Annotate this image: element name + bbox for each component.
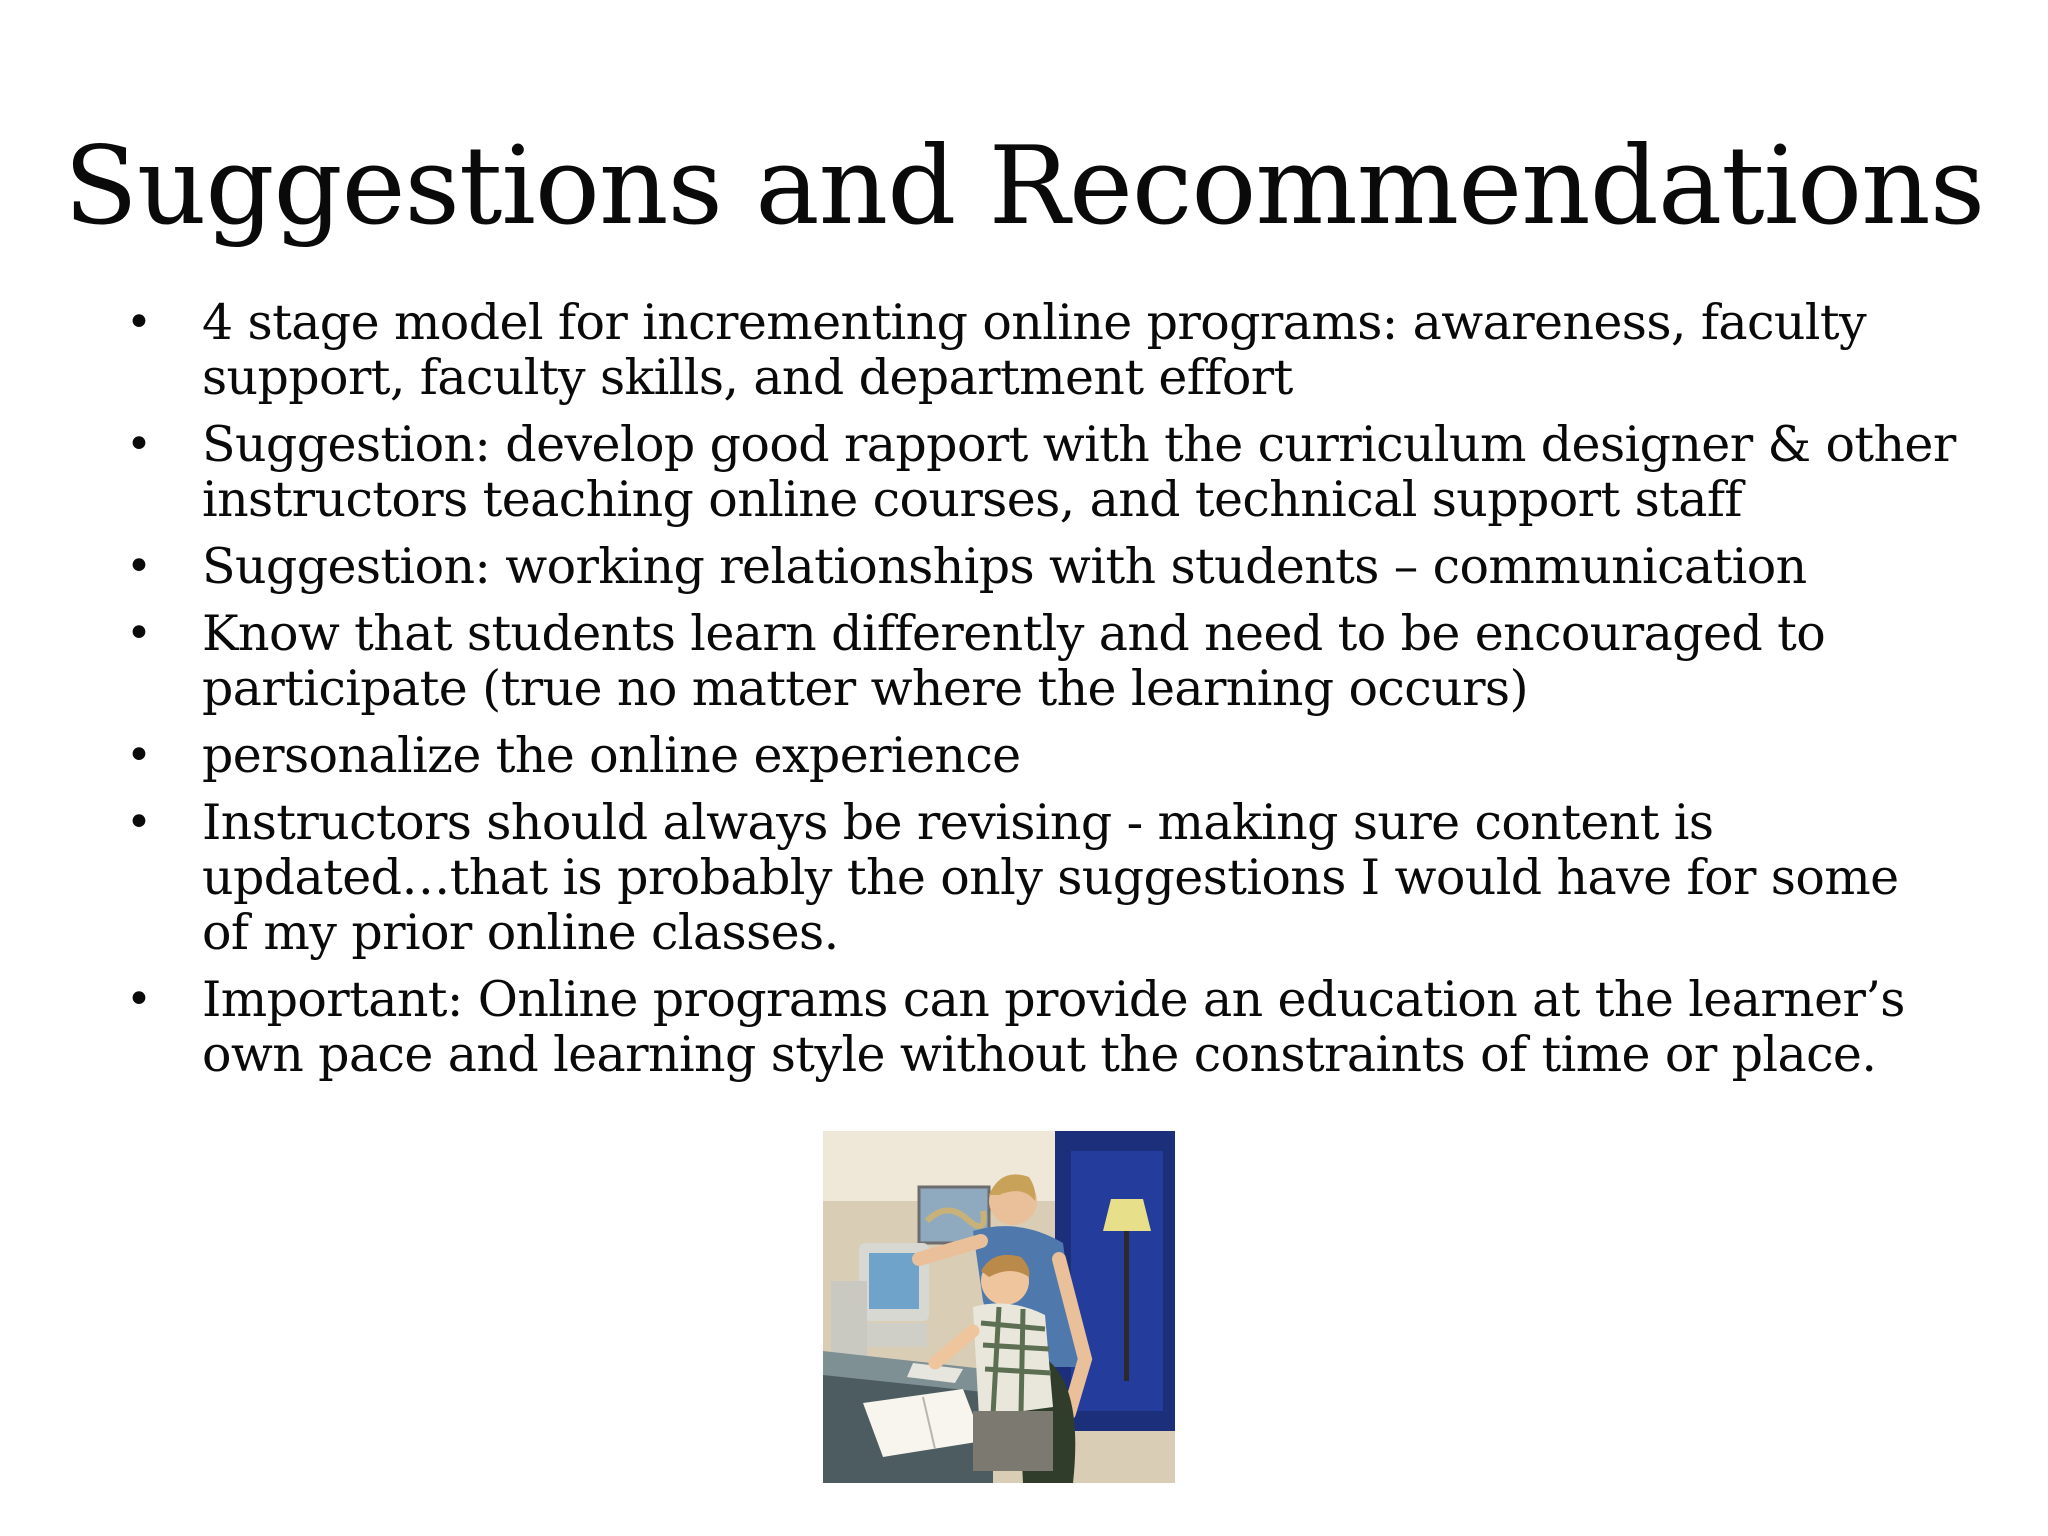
bullet-text: Instructors should always be revising - making sure content is updated…that is probably the only suggestions I would have for some of my prior online classes.: [202, 794, 1899, 961]
woman-helping-boy-at-computer-photo: [823, 1131, 1175, 1483]
bullet-dot: •: [126, 974, 152, 1025]
bullet-dot: •: [126, 541, 152, 592]
bullet-text: personalize the online experience: [202, 727, 1021, 784]
bullet-dot: •: [126, 797, 152, 848]
bullet-dot: •: [126, 730, 152, 781]
bullet-item: [118, 795, 1958, 960]
bullet-dot: •: [126, 419, 152, 470]
slide-title: Suggestions and Recommendations: [63, 124, 1985, 249]
bullet-item: [118, 539, 1958, 594]
bullet-text: Know that students learn differently and need to be encouraged to participate (true no matter where the learning occurs): [202, 605, 1826, 717]
bullet-dot: •: [126, 297, 152, 348]
bullet-item: [118, 972, 1958, 1082]
photo-illustration: [823, 1131, 1175, 1483]
bullet-item: [118, 728, 1958, 783]
bullet-text: 4 stage model for incrementing online programs: awareness, faculty support, faculty skills, and department effort: [202, 294, 1867, 406]
bullet-item: [118, 417, 1958, 527]
bullet-text: Suggestion: working relationships with students – communication: [202, 538, 1807, 595]
bullet-text: Suggestion: develop good rapport with the curriculum designer & other instructors teaching online courses, and technical support staff: [202, 416, 1956, 528]
bullet-item: [118, 606, 1958, 716]
bullet-list: [118, 295, 1958, 1094]
bullet-item: [118, 295, 1958, 405]
bullet-dot: •: [126, 608, 152, 659]
bullet-text: Important: Online programs can provide an education at the learner’s own pace and learning style without the constraints of time or place.: [202, 971, 1905, 1083]
